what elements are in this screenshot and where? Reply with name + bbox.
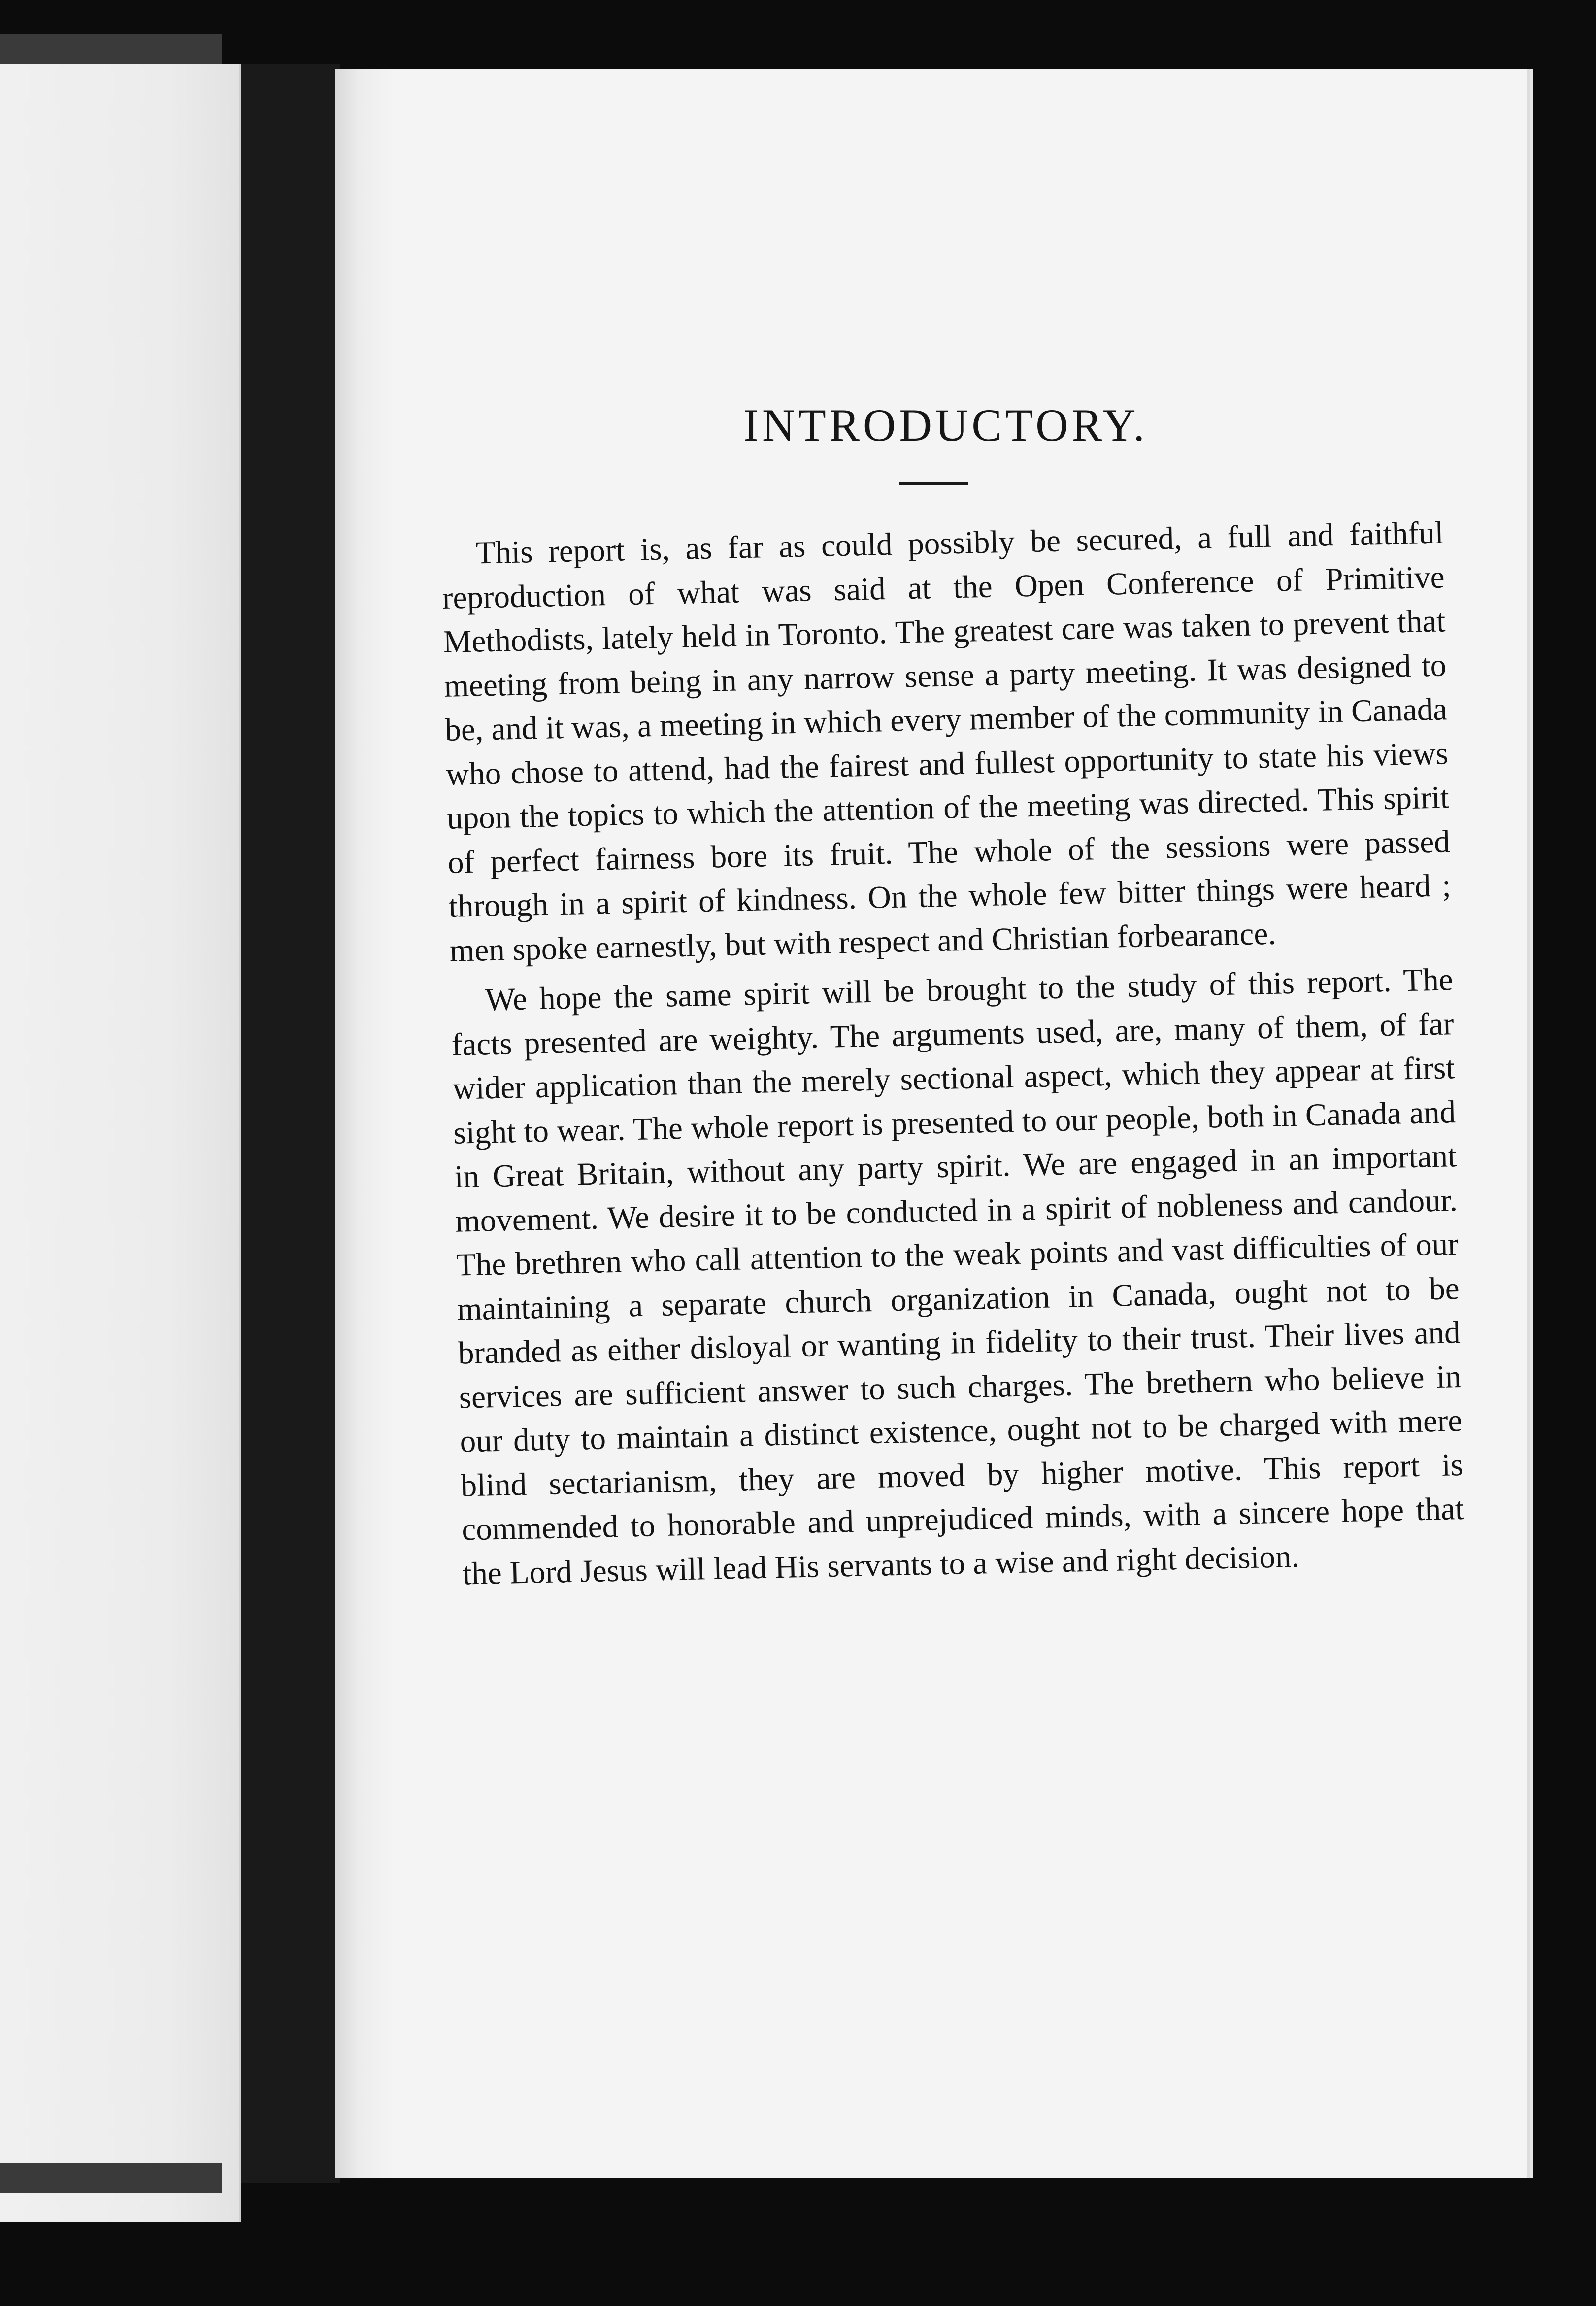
paragraph: We hope the same spirit will be brought to the study of this report. The facts presented are weighty. The arguments used, are, many of them, of far wider application than the merely sectional aspect, which they appear at first sight to wear. The whole report is presented to our people, both in Canada and in Great Britain, without any party spirit. We are engaged in an important movement. We desire it to be conducted in a spirit of nobleness and candour. The brethren who call attention to the weak points and vast difficulties of our maintaining a separate church organization in Canada, ought not to be branded as either disloyal or wanting in fidelity to their trust. Their lives and services are sufficient answer to such charges. The brethern who believe in our duty to maintain a distinct existence, ought not to be charged with mere blind sectarianism, they are moved by higher motive. This report is commended to honorable and unprejudiced minds, with a sincere hope that the Lord Jesus will lead His servants to a wise and right decision. bbox=[451, 962, 1464, 1592]
title-rule bbox=[899, 482, 968, 485]
facing-page-surface bbox=[0, 64, 239, 2222]
paragraph: This report is, as far as could possibly be secured, a full and faithful reproduction of what was said at the Open Conference of Primitive Methodists, lately held in Toronto. The greatest care was taken to prevent that meeting from being in any narrow sense a party meeting. It was designed to be, and it was, a meeting in which every member of the community in Canada who chose to attend, had the fairest and fullest opportunity to state his views upon the topics to which the attention of the meeting was directed. This spirit of perfect fairness bore its fruit. The whole of the sessions were passed through in a spirit of kindness. On the whole few bitter things were heard ; men spoke earnestly, but with respect and Christian forbearance. bbox=[442, 515, 1452, 969]
body-text bbox=[441, 511, 1465, 1602]
page-inner-edge bbox=[335, 69, 394, 2178]
book-gutter bbox=[241, 64, 340, 2183]
binding-strip-top bbox=[0, 34, 222, 64]
book-page bbox=[335, 69, 1527, 2178]
page-title: INTRODUCTORY. bbox=[743, 400, 1148, 450]
binding-strip-bottom bbox=[0, 2163, 222, 2193]
facing-page bbox=[0, 64, 241, 2222]
